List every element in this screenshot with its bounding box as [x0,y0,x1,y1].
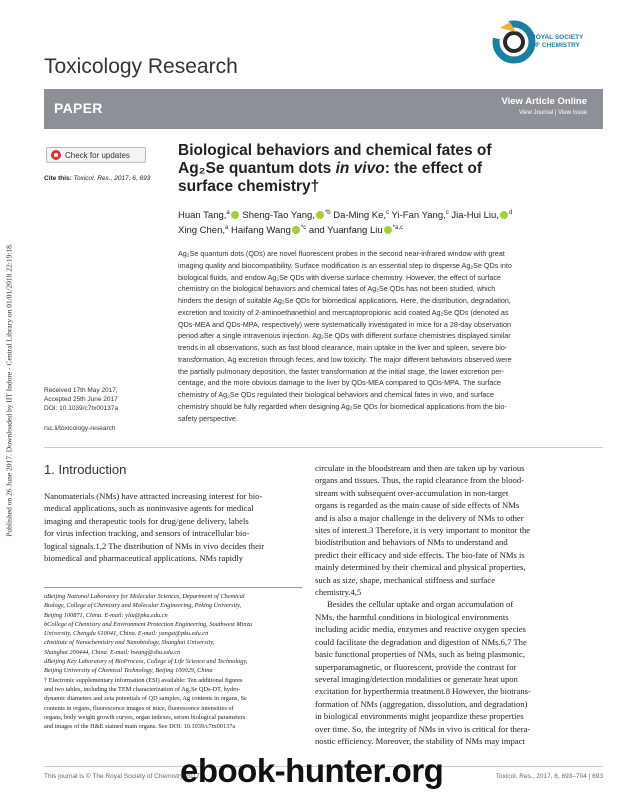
divider [44,587,302,588]
orcid-icon[interactable] [384,226,392,234]
esi-note: † Electronic supplementary information (ESI) available: Ten additional figures and two tables, including the TEM characterization of Ag₂Se QDs-DT, hydro- dynamic diameters and zeta potentials of QD samples, Ag contents in organs, Se contents in organs, fluorescence images of mice, fluorescence intensities of organs, body weight growth curves, organ indexes, serum biological parameters and images of the H&E stained main organs. See DOI: 10.1039/c7tx00137a [44,676,247,731]
view-article-online-link[interactable]: View Article Online [501,96,587,107]
affiliations: aBeijing National Laboratory for Molecular Sciences, Department of Chemical Biology, College of Chemistry and Molecular Engineering, Peking University, Beijing 100871, China. E-mail: yliu@pku.edu.cn bCollege of Chemistry and Environment Protection Engineering, Southwest Minzu University, Chengdu 610041, China. E-mail: yangst@pku.edu.cn cInstitute of Nanochemistry and Nanobiology, Shanghai University, Shanghai 200444, China. E-mail: hwang@shu.edu.cn dBeijing Key Laboratory of BioProcess, College of Life Science and Technology, Beijing University of Chemical Technology, Beijing 100029, China † Electronic supplementary information (ESI) available: Ten additional figures and two tables, including the TEM characterization of Ag₂Se QDs-DT, hydro- dynamic diameters and zeta potentials of QD samples, Ag contents in organs, Se contents in organs, fluorescence images of mice, fluorescence intensities of organs, body weight growth curves, organ indexes, serum biological parameters and images of the H&E stained main organs. See DOI: 10.1039/c7tx00137a [44,592,304,731]
crossmark-icon [51,150,61,160]
article-type-label: PAPER [54,100,103,116]
section-heading-introduction: 1. Introduction [44,462,127,477]
journal-title: Toxicology Research [44,55,238,78]
publication-margin-note: Published on 26 June 2017. Downloaded by IIT Indore - Central Library on 01/01/2018 22:19:18. [4,243,14,537]
footer-page-info: Toxicol. Res., 2017, 6, 693–704 | 693 [495,773,603,780]
doi-link[interactable]: DOI: 10.1039/c7tx00137a [44,405,119,412]
body-column-right: circulate in the bloodstream and then are taken up by various organs and tissues. Thus, the rapid clearance from the blood- stream with subsequent over-accumulation in non-target organs is regarded as the main cause of side effects of NMs and is also a major challenge in the delivery of NMs to other sites of interest.3 Therefore, it is very important to monitor the biodistribution and behaviors of NMs to understand and predict their efficacy and side effects. The bio-fate of NMs is mainly determined by their chemical and physical properties, such as size, shape, mechanical stiffness and surface chemistry.4,5 Besides the cellular uptake and organ accumulation of NMs, the harmful conditions in biological environments including acidic media, enzymes and reactive oxygen species could facilitate the degradation and digestion of NMs.6,7 The basic functional properties of NMs, such as being plasmonic, superparamagnetic, or fluorescent, provide the contrast for several imaging/detection modalities or generate heat upon excitation for hyperthermia treatment.8 However, the biotrans- formation of NMs (aggregation, dissolution, and degradation) in biological environments might jeopardize these properties over time. So, the integrity of NMs in vivo is critical for thera- nostic efficiency. Moreover, the stability of NMs may impact [315,463,531,746]
orcid-icon[interactable] [500,211,508,219]
article-type-bar [44,89,603,129]
abstract: Ag₂Se quantum dots (QDs) are novel fluorescent probes in the second near-infrared window with great imaging quality and biocompatibility. Surface modification is an essential step to disperse Ag₂Se QDs into biological fluids, and endow Ag₂Se QDs with diverse surface chemistry. However, the effect of surface chemistry on the biological behaviors and chemical fates of Ag₂Se QDs has not been studied, which hinders the design of suitable Ag₂Se QDs for biomedical applications. Here, the distribution, degradation, excretion and toxicity of 2-aminoethanethiol and mercaptopropionic acid coated Ag₂Se QDs (denoted as QDs-MEA and QDs-MPA, respectively) were systematically investigated in mice for a 28-day observation period after a single intravenous injection. Ag₂Se QDs with different surface chemistries displayed similar trends in all observations, such as fast blood clearance, main uptake in the liver and spleen, severe bio- transformation, Ag excretion through feces, and low toxicity. The major different behaviors observed were the partially pulmonary deposition, the faster transformation at the initial stage, the lower excretion per- centage, and the more obvious damage to the liver by QDs-MEA compared to QDs-MPA. The surface chemistry of Ag₂Se QDs regulated their biological behaviors and chemical fates in vivo, and surface chemistry should be fully regarded when designing Ag₂Se QDs for biomedical applications from the bio- safety perspective. [178,249,512,423]
article-title: Biological behaviors and chemical fates of Ag₂Se quantum dots in vivo: the effect of surface chemistry† [178,142,492,195]
divider [44,447,603,448]
orcid-icon[interactable] [292,226,300,234]
body-column-left: Nanomaterials (NMs) have attracted increasing interest for bio- medical applications, such as noninvasive agents for medical imaging and therapeutic tools for drug/gene delivery, labels for virus infection tracking, and sensors of intracellular bio- logical signals.1,2 The distribution of NMs in vivo decides their biomedical and pharmaceutical applications. NMs rapidly [44,491,265,564]
journal-link[interactable]: rsc.li/toxicology-research [44,425,116,432]
footer-copyright: This journal is © The Royal Society of Chemistry 2017 [44,773,200,780]
author-list: Huan Tang,$^a$ Sheng-Tao Yang, $^{*b}$ Da-Ming Ke,$^c$ Yi-Fan Yang,$^c$ Jia-Hui Liu, $^d$ Xing Chen,$^a$ Haifang Wang $^{*c}$ and Yuanfang Liu $^{*a,c}$ [178,210,513,237]
orcid-icon[interactable] [316,211,324,219]
orcid-icon[interactable] [231,211,239,219]
rsc-logo-text: ROYAL SOCIETY OF CHEMISTRY [531,34,584,49]
check-updates-button[interactable]: Check for updates [46,147,146,163]
received-dates: Received 17th May 2017, Accepted 25th June 2017 DOI: 10.1039/c7tx00137a [44,387,119,412]
watermark: ebook-hunter.org [180,752,444,789]
citation: Cite this: Toxicol. Res., 2017, 6, 693 [44,175,151,182]
view-journal-issue-links[interactable]: View Journal | View Issue [518,110,587,116]
